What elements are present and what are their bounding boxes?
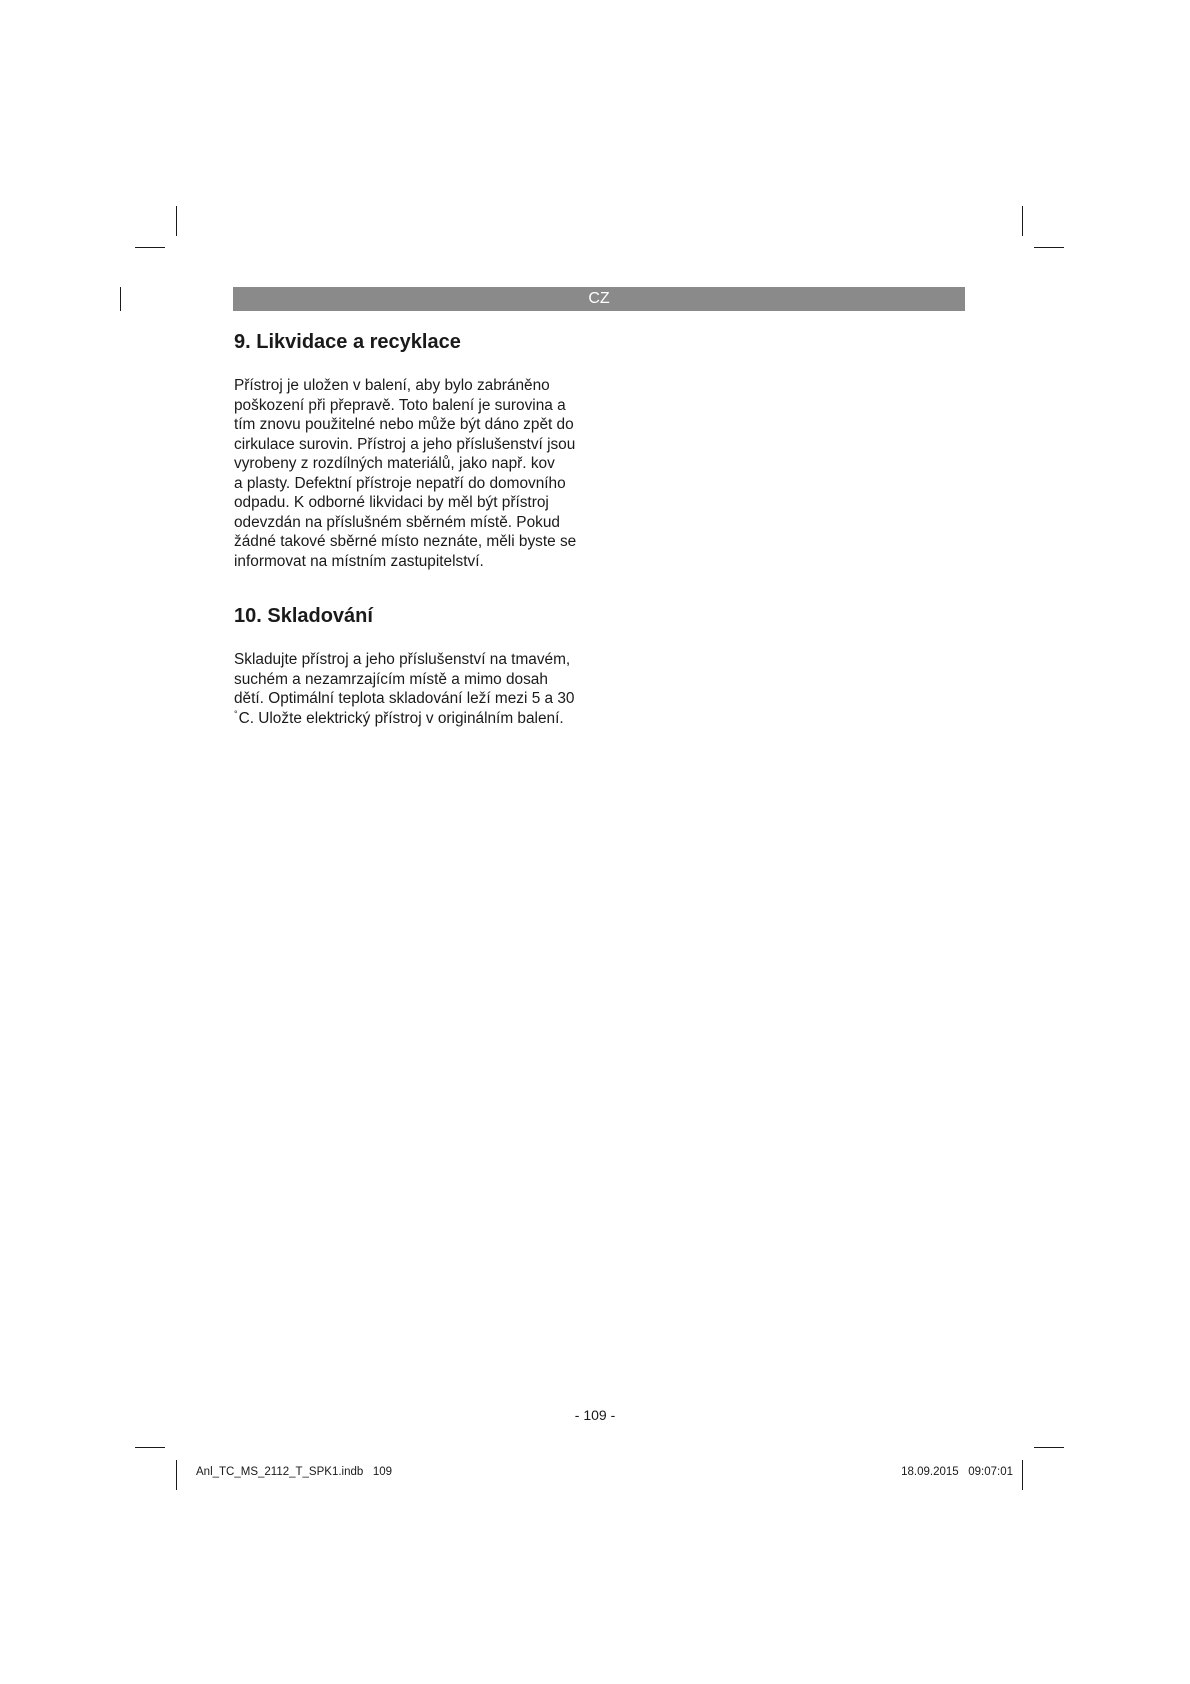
- text-line: Přístroj je uložen v balení, aby bylo zabráněno: [234, 377, 550, 394]
- text-line: [234, 709, 604, 731]
- text-line: poškození při přepravě. Toto balení je surovina a: [234, 396, 566, 414]
- text-line: cirkulace surovin. Přístroj a jeho příslušenství jsou: [234, 435, 576, 453]
- text-line: Skladujte přístroj a jeho příslušenství na tmavém,: [234, 651, 571, 668]
- crop-mark: [176, 1460, 177, 1490]
- section-storage: [234, 603, 604, 730]
- degree-symbol: °: [234, 708, 238, 719]
- crop-mark: [1034, 247, 1064, 248]
- text-line-content: C. Uložte elektrický přístroj v originálním balení.: [238, 709, 564, 727]
- section-body: [234, 650, 604, 730]
- text-line: dětí. Optimální teplota skladování leží mezi 5 a 30: [234, 690, 575, 707]
- crop-mark: [1022, 1460, 1023, 1490]
- crop-mark: [120, 287, 121, 311]
- crop-mark: [176, 206, 177, 236]
- section-title: 10. Skladování: [234, 605, 373, 627]
- section-title: 9. Likvidace a recyklace: [234, 331, 461, 353]
- text-line: tím znovu použitelné nebo může být dáno zpět do: [234, 416, 574, 433]
- language-tag: CZ: [588, 290, 610, 307]
- text-line: vyrobeny z rozdílných materiálů, jako např. kov: [234, 455, 555, 472]
- text-line: odevzdán na příslušném sběrném místě. Pokud: [234, 513, 560, 531]
- text-line: informovat na místním zastupitelství.: [234, 552, 484, 570]
- text-line: odpadu. K odborné likvidaci by měl být přístroj: [234, 494, 549, 511]
- crop-mark: [135, 247, 165, 248]
- crop-mark: [135, 1447, 165, 1448]
- language-header-bar: [233, 287, 965, 311]
- crop-mark: [1034, 1447, 1064, 1448]
- crop-mark: [1022, 206, 1023, 236]
- section-body: [234, 376, 604, 571]
- footer-file-info: Anl_TC_MS_2112_T_SPK1.indb 109: [196, 1466, 393, 1478]
- text-line: a plasty. Defektní přístroje nepatří do domovního: [234, 474, 566, 492]
- text-line: suchém a nezamrzajícím místě a mimo dosah: [234, 670, 548, 688]
- page-number: - 109 -: [574, 1407, 616, 1423]
- text-line: žádné takové sběrné místo neznáte, měli byste se: [234, 533, 577, 550]
- section-disposal: [234, 329, 604, 571]
- footer-datetime: 18.09.2015 09:07:01: [901, 1466, 1013, 1478]
